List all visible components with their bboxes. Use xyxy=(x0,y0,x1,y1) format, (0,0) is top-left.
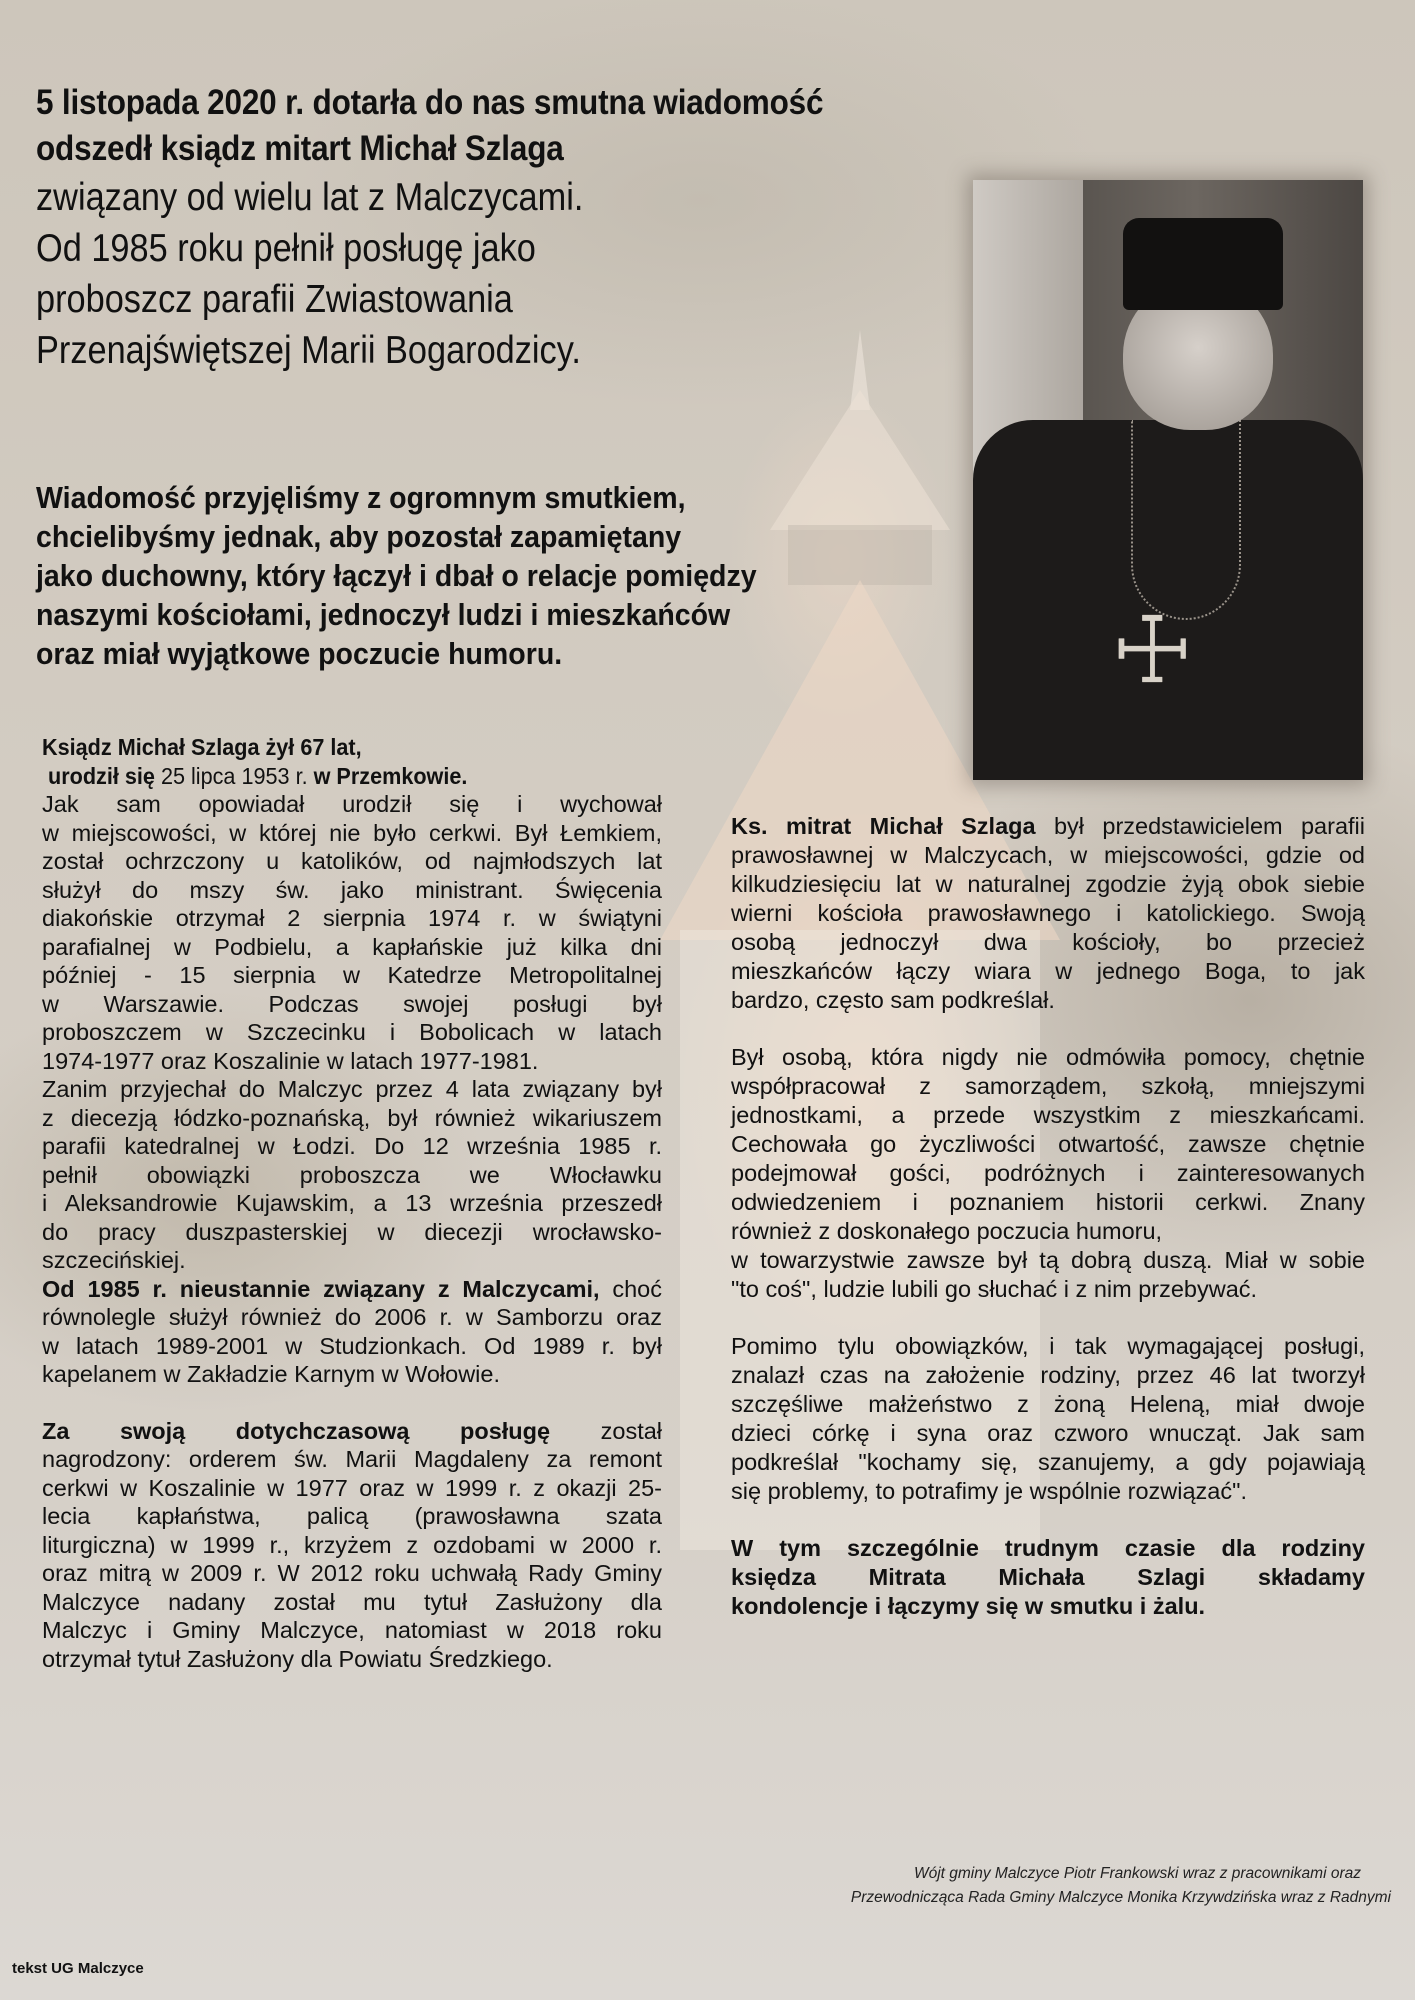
cross-chain xyxy=(1131,420,1241,620)
lead-line: oraz miał wyjątkowe poczucie humoru. xyxy=(36,636,563,671)
condolences-paragraph: W tym szczególnie trudnym czasie dla rodziny księdza Mitrata Michała Szlagi składamy kondolencje i łączymy się w smutku i żalu. xyxy=(731,1535,1365,1619)
lead-line: Wiadomość przyjęliśmy z ogromnym smutkiem, xyxy=(36,480,686,515)
signature-block xyxy=(771,1862,1391,1910)
headline-line: proboszcz parafii Zwiastowania xyxy=(36,278,513,321)
signature-line-mayor: Wójt gminy Malczyce Piotr Frankowski wraz z pracownikami oraz xyxy=(913,1865,1361,1882)
awards-paragraph: Za swoją dotychczasową posługę został nagrodzony: orderem św. Marii Magdaleny za remont cerkwi w Koszalinie w 1977 oraz w 1999 r. z okazji 25- lecia kapłaństwa, palicą (prawosławna szata liturgiczna) w 1999 r., krzyżem z ozdobami w 2000 r. oraz mitrą w 2009 r. W 2012 roku uchwałą Rady Gminy Malczyce nadany został mu tytuł Zasłużony dla Malczyc i Gminy Malczyce, natomiast w 2018 roku otrzymał tytuł Zasłużony dla Powiatu Średzkiego. xyxy=(42,1417,663,1672)
priest-portrait-photo xyxy=(973,180,1363,780)
lead-line: jako duchowny, który łączył i dbał o relacje pomiędzy xyxy=(36,558,757,593)
age-line: Ksiądz Michał Szlaga żył 67 lat, xyxy=(42,734,362,760)
headline-line: Przenajświętszej Marii Bogarodzicy. xyxy=(36,329,581,372)
lodz-paragraph: Zanim przyjechał do Malczyc przez 4 lata związany był z diecezją łódzko-poznańską, był również wikariuszem parafii katedralnej w Łodzi. Do 12 września 1985 r. pełnił obowiązki proboszcza we Włocławku i Aleksandrowie Kujawskim, a 13 września przeszedł do pracy duszpasterskiej w diecezji wrocławsko- szczecińskiej. xyxy=(42,1076,662,1273)
headline-line: związany od wielu lat z Malczycami. xyxy=(36,176,584,219)
bio-paragraph: Jak sam opowiadał urodził się i wychował w miejscowości, w której nie było cerkwi. Był Łemkiem, został ochrzczony u katolików, od najmłodszych lat służył do mszy św. jako ministrant. Święcenia diakońskie otrzymał 2 sierpnia 1974 r. w świątyni parafialnej w Podbielu, a kapłańskie już kilka dni później - 15 sierpnia w Katedrze Metropolitalnej w Warszawie. Podczas swojej posługi był proboszczem w Szczecinku i Bobolicach w latach 1974-1977 oraz Koszalinie w latach 1977-1981. xyxy=(42,791,662,1074)
headline-bold-line: 5 listopada 2020 r. dotarła do nas smutna wiadomość xyxy=(36,83,824,122)
right-column-tribute xyxy=(731,812,1365,1621)
text-credit: tekst UG Malczyce xyxy=(12,1960,144,1977)
character-paragraph: Był osobą, która nigdy nie odmówiła pomocy, chętnie współpracował z samorządem, szkołą, mniejszymi jednostkami, a przede wszystkim z mieszkańcami. Cechowała go życzliwości otwartość, zawsze chętnie podejmował gości, podróżnych i zainteresowanych odwiedzeniem i poznaniem historii cerkwi. Znany również z doskonałego poczucia humoru, w towarzystwie zawsze był tą dobrą duszą. Miał w sobie "to coś", ludzie lubili go słuchać i z nim przebywać. xyxy=(731,1044,1365,1302)
headline xyxy=(36,80,1136,376)
headline-line: Od 1985 roku pełnił posługę jako xyxy=(36,227,536,270)
malczyce-paragraph: Od 1985 r. nieustannie związany z Malczycami, choć równolegle służył również do 2006 r. w Samborzu oraz w latach 1989-2001 w Studzionkach. Od 1989 r. był kapelanem w Zakładzie Karnym w Wołowie. xyxy=(42,1275,663,1387)
family-paragraph: Pomimo tylu obowiązków, i tak wymagającej posługi, znalazł czas na założenie rodziny, przez 46 lat tworzył szczęśliwe małżeństwo z żoną Heleną, miał dwoje dzieci córkę i syna oraz czworo wnucząt. Jak sam podkreślał "kochamy się, szanujemy, a gdy pojawiają się problemy, to potrafimy je wspólnie rozwiązać". xyxy=(731,1333,1365,1504)
pectoral-cross-icon: ☩ xyxy=(1111,600,1194,702)
intro-block xyxy=(42,733,612,790)
headline-bold-line: odszedł ksiądz mitart Michał Szlaga xyxy=(36,129,564,168)
lead-statement xyxy=(36,478,936,673)
lead-line: chcielibyśmy jednak, aby pozostał zapamiętany xyxy=(36,519,682,554)
lead-line: naszymi kościołami, jednoczył ludzi i mieszkańców xyxy=(36,597,731,632)
kamilavka-hat xyxy=(1123,218,1283,310)
left-column-biography xyxy=(42,733,662,1673)
parish-paragraph: Ks. mitrat Michał Szlaga był przedstawicielem parafii prawosławnej w Malczycach, w miejscowości, gdzie od kilkudziesięciu lat w naturalnej zgodzie żyją obok siebie wierni kościoła prawosławnego i katolickiego. Swoją osobą jednoczył dwa kościoły, bo przecież mieszkańców łączy wiara w jednego Boga, to jak bardzo, często sam podkreślał. xyxy=(731,813,1365,1013)
birth-line: urodził się 25 lipca 1953 r. w Przemkowie. xyxy=(48,762,468,789)
signature-line-council: Przewodnicząca Rada Gminy Malczyce Monika Krzywdzińska wraz z Radnymi xyxy=(850,1889,1391,1906)
